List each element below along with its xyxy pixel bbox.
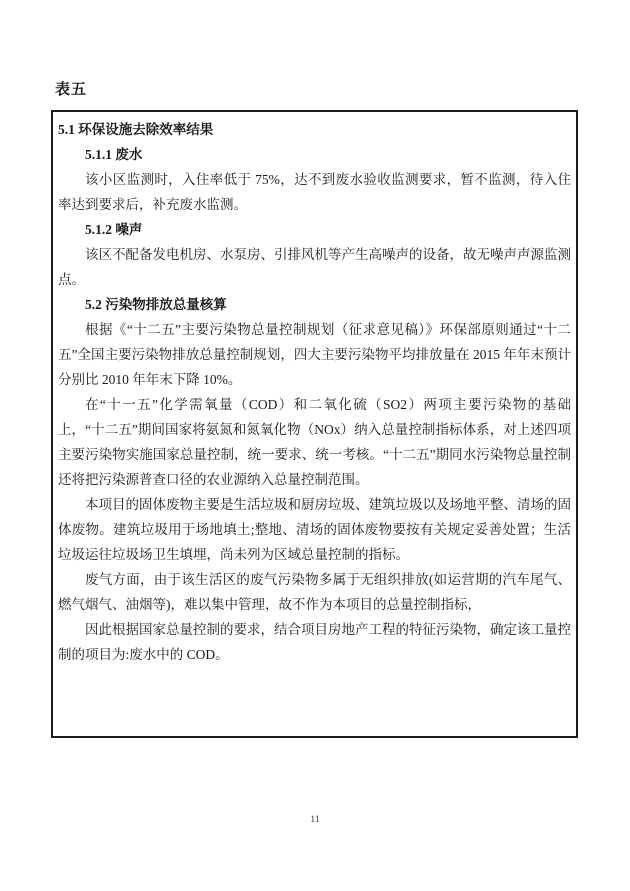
paragraph-noise: 该区不配备发电机房、水泵房、引排风机等产生高噪声的设备，故无噪声声源监测点。 (58, 247, 571, 287)
heading-5-1-2-noise: 5.1.2 噪声 (85, 222, 143, 237)
paragraph-solid-waste: 本项目的固体废物主要是生活垃圾和厨房垃圾、建筑垃圾以及场地平整、清场的固体废物。建筑垃圾用于场地填土;整地、清场的固体废物要按有关规定妥善处置；生活垃圾运往垃圾场卫生填埋，尚未列为区域总量控制的指标。 (58, 497, 571, 562)
paragraph-waste-gas: 废气方面，由于该生活区的废气污染物多属于无组织排放(如运营期的汽车尾气、燃气烟气、油烟等)，难以集中管理，故不作为本项目的总量控制指标， (58, 572, 571, 612)
content-box (51, 110, 578, 738)
paragraph-wastewater-monitoring: 该小区监测时，入住率低于 75%，达不到废水验收监测要求，暂不监测，待入住率达到要求后，补充废水监测。 (58, 172, 571, 212)
table-label: 表五 (55, 82, 88, 98)
heading-5-1-1-wastewater: 5.1.1 废水 (85, 147, 143, 162)
page-number: 11 (310, 815, 320, 825)
heading-5-2-total-emissions: 5.2 污染物排放总量核算 (85, 297, 227, 312)
paragraph-conclusion-cod: 因此根据国家总量控制的要求，结合项目房地产工程的特征污染物，确定该工量控制的项目为:废水中的 COD。 (58, 622, 571, 662)
paragraph-pollutant-indicators: 在“十一五”化学需氧量（COD）和二氧化硫（SO2）两项主要污染物的基础上，“十二五”期间国家将氨氮和氮氧化物（NOx）纳入总量控制指标体系，对上述四项主要污染物实施国家总量控制，统一要求、统一考核。“十二五”期同水污染物总量控制还将把污染源普查口径的农业源纳入总量控制范围。 (58, 397, 571, 487)
paragraph-twelfth-five-plan: 根据《“十二五”主要污染物总量控制规划（征求意见稿）》环保部原则通过“十二五”全国主要污染物排放总量控制规划，四大主要污染物平均排放量在 2015 年年末预计分别比 2010 年年末下降 10%。 (58, 322, 571, 387)
heading-5-1: 5.1 环保设施去除效率结果 (58, 122, 214, 137)
